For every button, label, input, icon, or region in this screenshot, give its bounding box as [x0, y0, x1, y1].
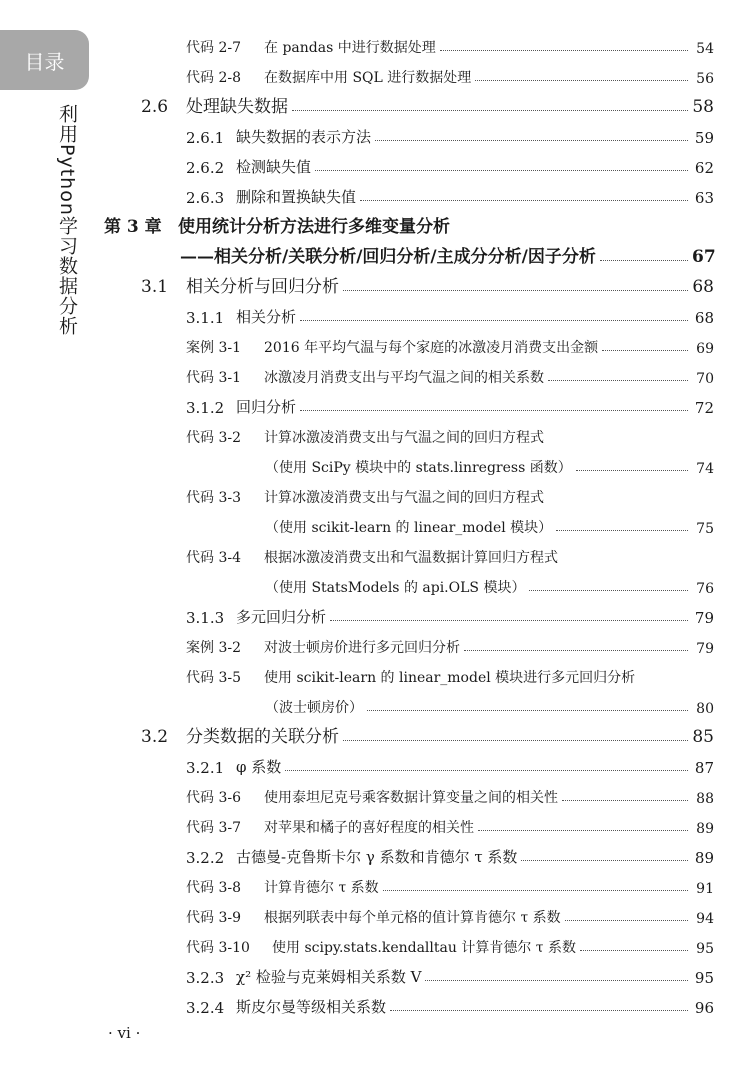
toc-entry-page: 95 [694, 969, 714, 987]
toc-entry[interactable] [186, 31, 714, 57]
dot-leader [521, 860, 688, 861]
toc-entry-page: 62 [694, 159, 714, 177]
dot-leader [475, 80, 688, 81]
toc-entry-title: 删除和置换缺失值 [236, 188, 357, 206]
toc-entry-title: 使用统计分析方法进行多维变量分析 [178, 217, 450, 237]
toc-entry-title: （使用 scikit-learn 的 linear_model 模块） [265, 520, 553, 536]
toc-entry-number: 代码 3-2 [186, 430, 241, 446]
toc-entry-page: 63 [694, 189, 714, 207]
toc-entry-number: 3.2.4 [186, 999, 225, 1017]
toc-entry-page: 79 [694, 609, 714, 627]
toc-entry-number: 代码 3-9 [186, 910, 241, 926]
toc-entry[interactable] [186, 781, 714, 807]
toc-entry[interactable] [186, 751, 714, 777]
toc-entry-title: 斯皮尔曼等级相关系数 [236, 998, 387, 1016]
book-title [55, 104, 79, 336]
toc-entry-title: 计算肯德尔 τ 系数 [264, 880, 379, 896]
dot-leader [367, 710, 688, 711]
dot-leader [464, 650, 688, 651]
toc-entry-number: 3.1 [141, 277, 169, 297]
toc-entry-title: 在数据库中用 SQL 进行数据处理 [264, 70, 472, 86]
toc-entry[interactable] [186, 541, 558, 567]
toc-entry-title: 相关分析 [236, 308, 297, 326]
toc-entry-title: （波士顿房价） [265, 700, 363, 716]
book-title-part: 利用 [56, 104, 78, 144]
dot-leader [360, 200, 688, 201]
dot-leader [562, 800, 688, 801]
toc-entry[interactable] [186, 961, 714, 987]
toc-entry[interactable] [186, 901, 714, 927]
toc-entry[interactable] [186, 151, 714, 177]
toc-entry[interactable] [186, 61, 714, 87]
toc-entry-title: 冰激凌月消费支出与平均气温之间的相关系数 [264, 370, 544, 386]
toc-entry-title: 在 pandas 中进行数据处理 [264, 40, 436, 56]
book-title-part: Python [56, 144, 78, 216]
toc-entry-number: 3.2.1 [186, 759, 225, 777]
toc-entry[interactable] [141, 271, 714, 297]
toc-entry[interactable] [265, 691, 714, 717]
dot-leader [390, 1010, 688, 1011]
dot-leader [548, 380, 688, 381]
toc-entry-page: 91 [696, 881, 714, 897]
dot-leader [343, 740, 688, 741]
toc-entry-page: 75 [696, 521, 714, 537]
toc-entry-number: 2.6.3 [186, 189, 225, 207]
toc-entry[interactable] [186, 871, 714, 897]
toc-entry-title: ——相关分析/关联分析/回归分析/主成分分析/因子分析 [180, 247, 596, 267]
toc-tab[interactable] [0, 30, 89, 90]
toc-entry-number: 3.1.1 [186, 309, 225, 327]
toc-entry[interactable] [186, 361, 714, 387]
dot-leader [292, 110, 688, 111]
toc-entry[interactable] [141, 721, 714, 747]
toc-entry-page: 85 [692, 727, 714, 747]
toc-entry-title: （使用 SciPy 模块中的 stats.linregress 函数） [265, 460, 572, 476]
toc-entry-title: 使用泰坦尼克号乘客数据计算变量之间的相关性 [264, 790, 558, 806]
toc-entry-number: 3.2 [141, 727, 169, 747]
toc-entry-page: 67 [692, 247, 716, 267]
toc-entry[interactable] [186, 811, 714, 837]
toc-entry-number: 代码 3-5 [186, 670, 241, 686]
toc-entry-page: 59 [694, 129, 714, 147]
toc-entry[interactable] [186, 661, 635, 687]
toc-entry-number: 3.2.3 [186, 969, 225, 987]
dot-leader [375, 140, 688, 141]
toc-entry[interactable] [141, 91, 714, 117]
toc-entry-page: 70 [696, 371, 714, 387]
toc-entry-title: φ 系数 [236, 758, 282, 776]
toc-entry[interactable] [186, 421, 544, 447]
toc-entry-page: 80 [696, 701, 714, 717]
toc-entry-title: 计算冰激凌消费支出与气温之间的回归方程式 [264, 490, 544, 506]
toc-entry-title: 检测缺失值 [236, 158, 312, 176]
dot-leader [285, 770, 688, 771]
toc-entry[interactable] [186, 601, 714, 627]
toc-entry-page: 88 [696, 791, 714, 807]
toc-entry[interactable] [186, 181, 714, 207]
toc-entry-page: 56 [696, 71, 714, 87]
toc-entry-title: （使用 StatsModels 的 api.OLS 模块） [265, 580, 526, 596]
toc-entry[interactable] [186, 481, 544, 507]
dot-leader [315, 170, 688, 171]
toc-entry-number: 2.6.1 [186, 129, 225, 147]
toc-entry-page: 72 [694, 399, 714, 417]
toc-entry-number: 2.6 [141, 97, 169, 117]
toc-entry-title: 根据冰激凌消费支出和气温数据计算回归方程式 [264, 550, 558, 566]
toc-entry-number: 3.1.3 [186, 609, 225, 627]
toc-entry-page: 54 [696, 41, 714, 57]
toc-entry-number: 案例 3-2 [186, 640, 241, 656]
toc-entry-page: 94 [696, 911, 714, 927]
dot-leader [529, 590, 688, 591]
toc-entry[interactable] [265, 451, 714, 477]
dot-leader [383, 890, 688, 891]
toc-entry-number: 代码 3-6 [186, 790, 241, 806]
toc-entry-page: 95 [696, 941, 714, 957]
toc-entry-title: 对苹果和橘子的喜好程度的相关性 [264, 820, 474, 836]
toc-entry-title: 根据列联表中每个单元格的值计算肯德尔 τ 系数 [264, 910, 561, 926]
toc-entry[interactable] [186, 301, 714, 327]
toc-entry[interactable] [186, 121, 714, 147]
toc-entry-page: 68 [692, 277, 714, 297]
dot-leader [440, 50, 688, 51]
toc-entry[interactable] [186, 391, 714, 417]
toc-entry-page: 74 [696, 461, 714, 477]
toc-entry-title: 回归分析 [236, 398, 297, 416]
toc-entry-title: 对波士顿房价进行多元回归分析 [264, 640, 460, 656]
toc-entry-number: 第 3 章 [104, 217, 162, 237]
toc-entry-title: 分类数据的关联分析 [186, 727, 339, 747]
dot-leader [300, 410, 688, 411]
dot-leader [478, 830, 688, 831]
dot-leader [556, 530, 688, 531]
dot-leader [330, 620, 688, 621]
toc-entry-number: 代码 3-1 [186, 370, 241, 386]
toc-entry-page: 69 [696, 341, 714, 357]
toc-entry[interactable] [186, 931, 714, 957]
toc-entry-number: 3.1.2 [186, 399, 225, 417]
toc-entry[interactable] [186, 631, 714, 657]
toc-entry-number: 案例 3-1 [186, 340, 241, 356]
toc-entry[interactable] [186, 991, 714, 1017]
toc-entry-number: 2.6.2 [186, 159, 225, 177]
dot-leader [565, 920, 688, 921]
toc-entry-title: 多元回归分析 [236, 608, 327, 626]
toc-entry-number: 代码 3-3 [186, 490, 241, 506]
page-folio: · vi · [108, 1024, 141, 1042]
toc-entry-number: 代码 3-10 [186, 940, 250, 956]
toc-entry-number: 代码 3-4 [186, 550, 241, 566]
dot-leader [576, 470, 688, 471]
toc-entry-page: 58 [692, 97, 714, 117]
toc-entry-page: 68 [694, 309, 714, 327]
dot-leader [600, 260, 688, 261]
toc-entry-page: 96 [694, 999, 714, 1017]
toc-entry-number: 代码 3-8 [186, 880, 241, 896]
dot-leader [425, 980, 688, 981]
toc-entry-title: 缺失数据的表示方法 [236, 128, 372, 146]
toc-entry[interactable] [265, 511, 714, 537]
toc-entry-number: 代码 3-7 [186, 820, 241, 836]
toc-tab-label: 目录 [24, 49, 65, 74]
toc-entry[interactable] [180, 241, 714, 267]
toc-entry-number: 代码 2-7 [186, 40, 241, 56]
dot-leader [343, 290, 688, 291]
toc-entry-number: 代码 2-8 [186, 70, 241, 86]
book-title-part: 学习数据分析 [56, 215, 78, 336]
toc-entry-page: 87 [694, 759, 714, 777]
toc-entry-title: 相关分析与回归分析 [186, 277, 339, 297]
toc-entry-number: 3.2.2 [186, 849, 225, 867]
toc-entry-title: 使用 scikit-learn 的 linear_model 模块进行多元回归分析 [264, 670, 636, 686]
toc-entry-title: χ² 检验与克莱姆相关系数 V [236, 968, 422, 986]
dot-leader [300, 320, 688, 321]
toc-entry-page: 79 [696, 641, 714, 657]
toc-entry[interactable] [186, 331, 714, 357]
dot-leader [602, 350, 688, 351]
toc-entry-title: 使用 scipy.stats.kendalltau 计算肯德尔 τ 系数 [272, 940, 576, 956]
toc-entry-title: 2016 年平均气温与每个家庭的冰激凌月消费支出金额 [264, 340, 599, 356]
toc-entry-title: 处理缺失数据 [186, 97, 288, 117]
toc-entry-page: 89 [694, 849, 714, 867]
toc-entry[interactable] [104, 211, 450, 237]
toc-entry[interactable] [265, 571, 714, 597]
toc-entry-page: 76 [696, 581, 714, 597]
toc-entry-title: 计算冰激凌消费支出与气温之间的回归方程式 [264, 430, 544, 446]
dot-leader [580, 950, 688, 951]
toc-entry-title: 古德曼-克鲁斯卡尔 γ 系数和肯德尔 τ 系数 [236, 848, 518, 866]
toc-entry[interactable] [186, 841, 714, 867]
toc-entry-page: 89 [696, 821, 714, 837]
